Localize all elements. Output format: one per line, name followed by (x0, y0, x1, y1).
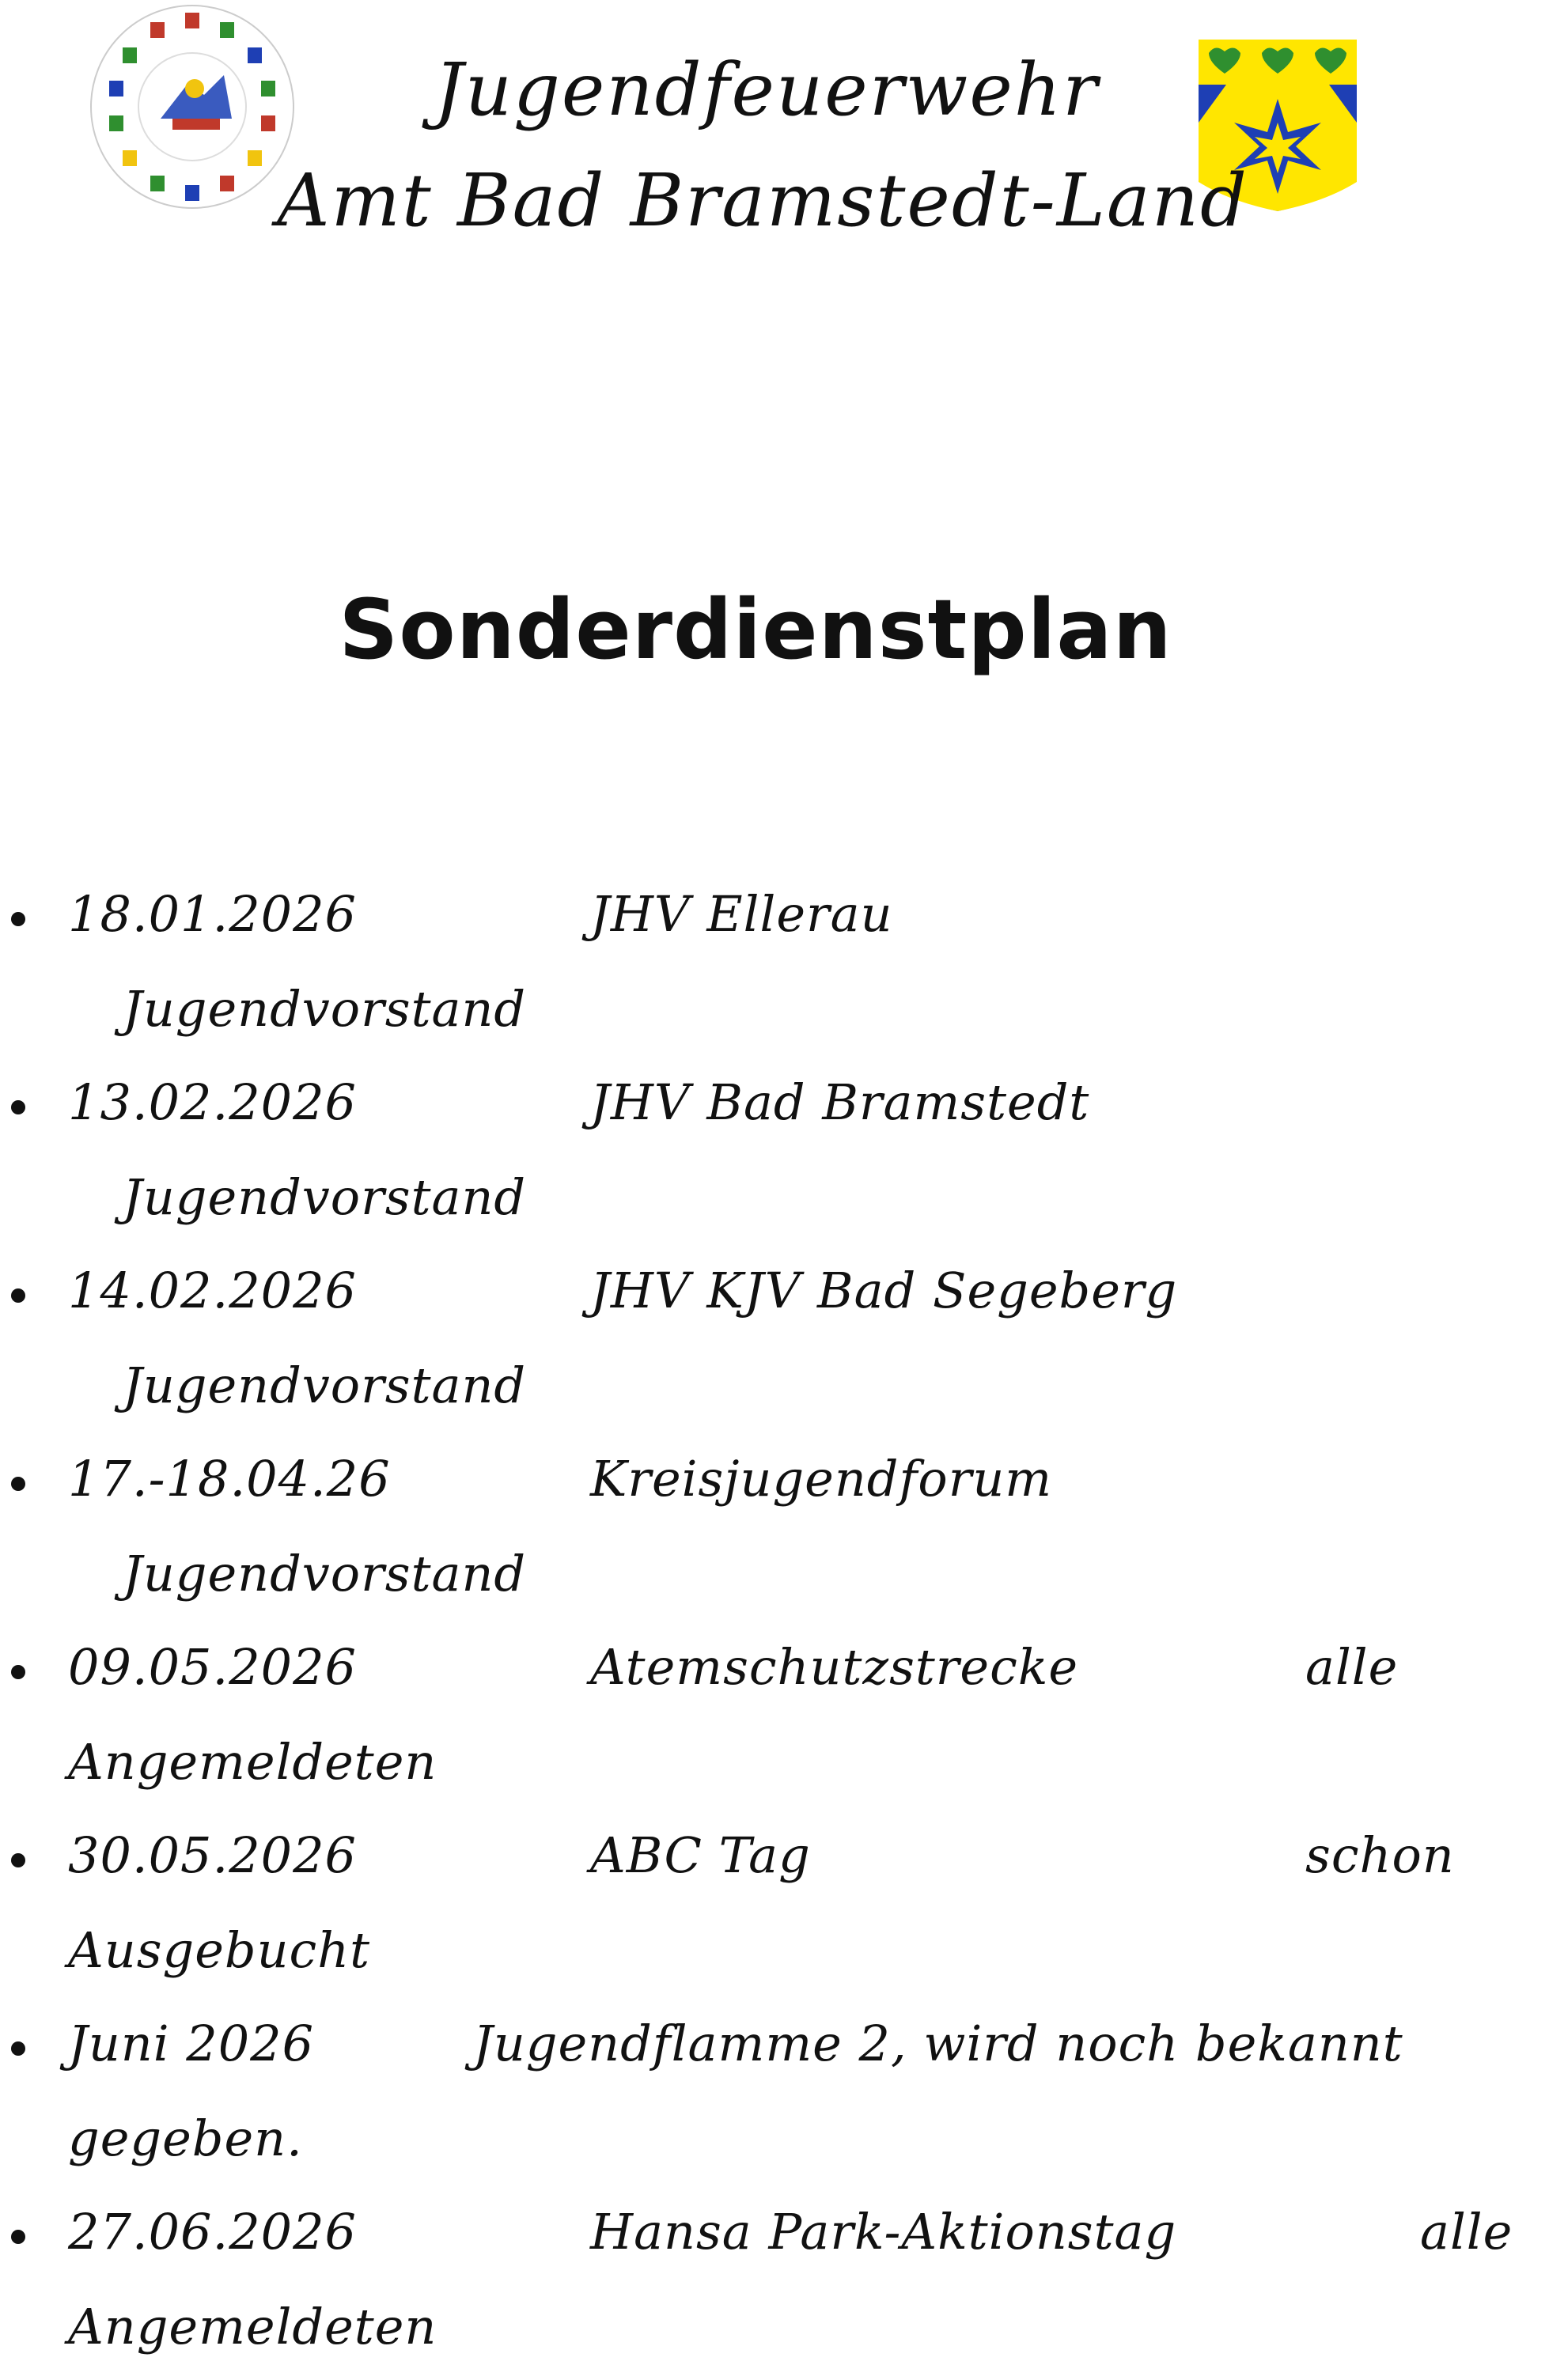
bullet-icon (11, 1853, 25, 1867)
entry-continuation: Jugendvorstand (123, 1545, 527, 1602)
bullet-icon (11, 1665, 25, 1679)
entry-note: alle (1420, 2203, 1513, 2261)
list-item (0, 1627, 1549, 1815)
entry-event: JHV Bad Bramstedt (590, 1073, 1090, 1131)
bullet-icon (11, 2230, 25, 2244)
entry-continuation: Angemeldeten (68, 1733, 437, 1791)
entry-event: Atemschutzstrecke (590, 1638, 1079, 1696)
list-item (0, 2192, 1549, 2380)
entry-continuation: gegeben. (68, 2109, 303, 2167)
list-item (0, 1439, 1549, 1627)
bullet-icon (11, 1288, 25, 1303)
entry-note: schon (1305, 1826, 1455, 1884)
bullet-icon (11, 912, 25, 926)
entry-continuation: Jugendvorstand (123, 1356, 527, 1414)
list-item (0, 1815, 1549, 2004)
entry-date: 17.-18.04.26 (68, 1450, 391, 1508)
entry-continuation: Jugendvorstand (123, 980, 527, 1038)
entry-date: 18.01.2026 (68, 885, 357, 943)
bullet-icon (11, 2041, 25, 2056)
entry-note: alle (1305, 1638, 1399, 1696)
entry-date: 09.05.2026 (68, 1638, 357, 1696)
bullet-icon (11, 1100, 25, 1114)
list-item (0, 1062, 1549, 1251)
entry-date: 30.05.2026 (68, 1826, 357, 1884)
entry-continuation: Jugendvorstand (123, 1168, 527, 1226)
entry-event: JHV Ellerau (590, 885, 893, 943)
entry-date: 14.02.2026 (68, 1262, 357, 1319)
entry-event: Hansa Park-Aktionstag (590, 2203, 1177, 2261)
list-item (0, 2004, 1549, 2192)
entry-date: 13.02.2026 (68, 1073, 357, 1131)
entry-event: Jugendflamme 2, wird noch bekannt (473, 2015, 1403, 2072)
list-item (0, 874, 1549, 1062)
header-title-line-2: Amt Bad Bramstedt-Land (277, 158, 1248, 243)
entry-continuation: Angemeldeten (68, 2298, 437, 2355)
header-title-line-1: Jugendfeuerwehr (434, 47, 1100, 132)
page-title: Sonderdienstplan (339, 581, 1172, 678)
entry-event: ABC Tag (590, 1826, 811, 1884)
schedule-list (0, 874, 1549, 2380)
entry-event: JHV KJV Bad Segeberg (590, 1262, 1178, 1319)
entry-continuation: Ausgebucht (68, 1921, 371, 1979)
entry-event: Kreisjugendforum (590, 1450, 1053, 1508)
list-item (0, 1251, 1549, 1439)
bullet-icon (11, 1477, 25, 1491)
entry-date: Juni 2026 (68, 2015, 315, 2072)
entry-date: 27.06.2026 (68, 2203, 357, 2261)
